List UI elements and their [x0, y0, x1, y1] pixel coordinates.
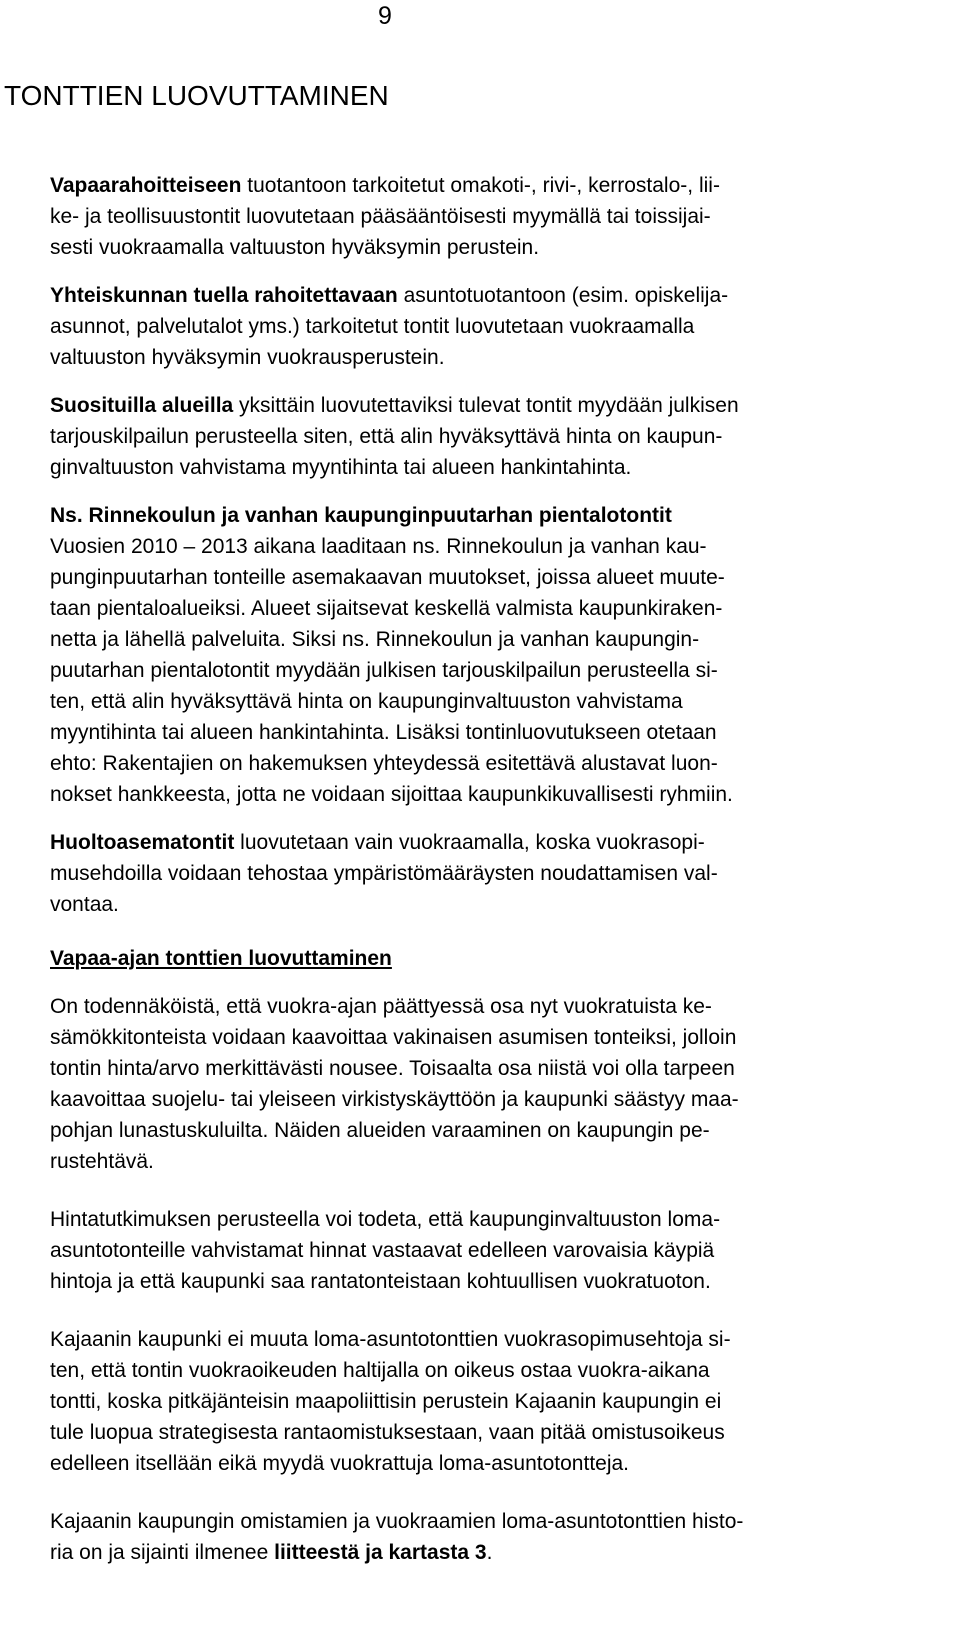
- text-line: puutarhan pientalotontit myydään julkisen tarjouskilpailun perusteella si-: [50, 659, 718, 682]
- paragraph-huoltoasematontit: [50, 827, 930, 920]
- text-line: ten, että alin hyväksyttävä hinta on kaupunginvaltuuston vahvistama: [50, 690, 683, 713]
- paragraph-vapaarahoitteinen: [50, 170, 930, 263]
- paragraph-todennakoista: [50, 991, 930, 1177]
- section-title: Vapaa-ajan tonttien luovuttaminen: [50, 947, 392, 970]
- text-line: tontti, koska pitkäjänteisin maapoliittisin perustein Kajaanin kaupungin ei: [50, 1390, 722, 1413]
- text-line: asuntotuotantoon (esim. opiskelija-: [397, 284, 729, 307]
- text-line: On todennäköistä, että vuokra-ajan päättyessä osa nyt vuokratuista ke-: [50, 995, 712, 1018]
- bold-term: Vapaarahoitteiseen: [50, 174, 242, 197]
- text-line: kaavoittaa suojelu- tai yleiseen virkistyskäyttöön ja kaupunki säästyy maa-: [50, 1088, 739, 1111]
- text-line: tarjouskilpailun perusteella siten, että alin hyväksyttävä hinta on kaupun-: [50, 425, 723, 448]
- paragraph-rinnekoulu: [50, 500, 930, 810]
- document-body: [50, 170, 930, 1568]
- text-line: taan pientaloalueiksi. Alueet sijaitsevat keskellä valmista kaupunkiraken-: [50, 597, 723, 620]
- text-line: pohjan lunastuskuluilta. Näiden alueiden varaaminen on kaupungin pe-: [50, 1119, 710, 1142]
- page-number: 9: [378, 2, 392, 30]
- text-line: sesti vuokraamalla valtuuston hyväksymin perustein.: [50, 236, 540, 259]
- text-line: edelleen itsellään eikä myydä vuokrattuja loma-asuntotontteja.: [50, 1452, 630, 1475]
- text-line: tule luopua strategisesta rantaomistuksestaan, vaan pitää omistusoikeus: [50, 1421, 725, 1444]
- text-line: netta ja lähellä palveluita. Siksi ns. Rinnekoulun ja vanhan kaupungin-: [50, 628, 700, 651]
- bold-term: Suosituilla alueilla: [50, 394, 234, 417]
- text-line: myyntihinta tai alueen hankintahinta. Lisäksi tontinluovutukseen otetaan: [50, 721, 717, 744]
- text-line: tuotantoon tarkoitetut omakoti-, rivi-, kerrostalo-, lii-: [241, 174, 720, 197]
- appendix-reference: liitteestä ja kartasta 3: [274, 1541, 487, 1564]
- text-line: ke- ja teollisuustontit luovutetaan pääsääntöisesti myymällä tai toissijai-: [50, 205, 711, 228]
- text-line: hintoja ja että kaupunki saa rantatonteistaan kohtuullisen vuokratuoton.: [50, 1270, 711, 1293]
- text-line: Hintatutkimuksen perusteella voi todeta, että kaupunginvaltuuston loma-: [50, 1208, 721, 1231]
- paragraph-heading: Ns. Rinnekoulun ja vanhan kaupunginpuutarhan pientalotontit: [50, 504, 672, 527]
- text-line: punginpuutarhan tonteille asemakaavan muutokset, joissa alueet muute-: [50, 566, 725, 589]
- text-line: Kajaanin kaupunki ei muuta loma-asuntotonttien vuokrasopimusehtoja si-: [50, 1328, 731, 1351]
- text-line: musehdoilla voidaan tehostaa ympäristömääräysten noudattamisen val-: [50, 862, 718, 885]
- text-line: Kajaanin kaupungin omistamien ja vuokraamien loma-asuntotonttien histo-: [50, 1510, 744, 1533]
- text-line: ginvaltuuston vahvistama myyntihinta tai alueen hankintahinta.: [50, 456, 632, 479]
- text-line: Vuosien 2010 – 2013 aikana laaditaan ns. Rinnekoulun ja vanhan kau-: [50, 535, 707, 558]
- text-line: yksittäin luovutettaviksi tulevat tontit myydään julkisen: [233, 394, 739, 417]
- text-line: valtuuston hyväksymin vuokrausperustein.: [50, 346, 445, 369]
- text-line: sämökkitonteista voidaan kaavoittaa vakinaisen asumisen tonteiksi, jolloin: [50, 1026, 737, 1049]
- text-line: ria on ja sijainti ilmenee: [50, 1541, 275, 1564]
- text-line: asunnot, palvelutalot yms.) tarkoitetut tontit luovutetaan vuokraamalla: [50, 315, 695, 338]
- paragraph-yhteiskunnan-tuella: [50, 280, 930, 373]
- text-line: luovutetaan vain vuokraamalla, koska vuokrasopi-: [234, 831, 705, 854]
- text-line: vontaa.: [50, 893, 119, 916]
- text-line: ten, että tontin vuokraoikeuden haltijalla on oikeus ostaa vuokra-aikana: [50, 1359, 710, 1382]
- text-line: rustehtävä.: [50, 1150, 154, 1173]
- text-line: .: [486, 1541, 493, 1564]
- text-line: nokset hankkeesta, jotta ne voidaan sijoittaa kaupunkikuvallisesti ryhmiin.: [50, 783, 733, 806]
- page-title: TONTTIEN LUOVUTTAMINEN: [4, 80, 389, 111]
- bold-term: Huoltoasematontit: [50, 831, 235, 854]
- bold-term: Yhteiskunnan tuella rahoitettavaan: [50, 284, 398, 307]
- paragraph-suosituilla-alueilla: [50, 390, 930, 483]
- paragraph-hintatutkimus: [50, 1204, 930, 1297]
- paragraph-vuokrasopimusehdot: [50, 1324, 930, 1479]
- text-line: ehto: Rakentajien on hakemuksen yhteydessä esitettävä alustavat luon-: [50, 752, 718, 775]
- text-line: tontin hinta/arvo merkittävästi nousee. Toisaalta osa niistä voi olla tarpeen: [50, 1057, 735, 1080]
- paragraph-historia: [50, 1506, 930, 1568]
- text-line: asuntotonteille vahvistamat hinnat vastaavat edelleen varovaisia käypiä: [50, 1239, 715, 1262]
